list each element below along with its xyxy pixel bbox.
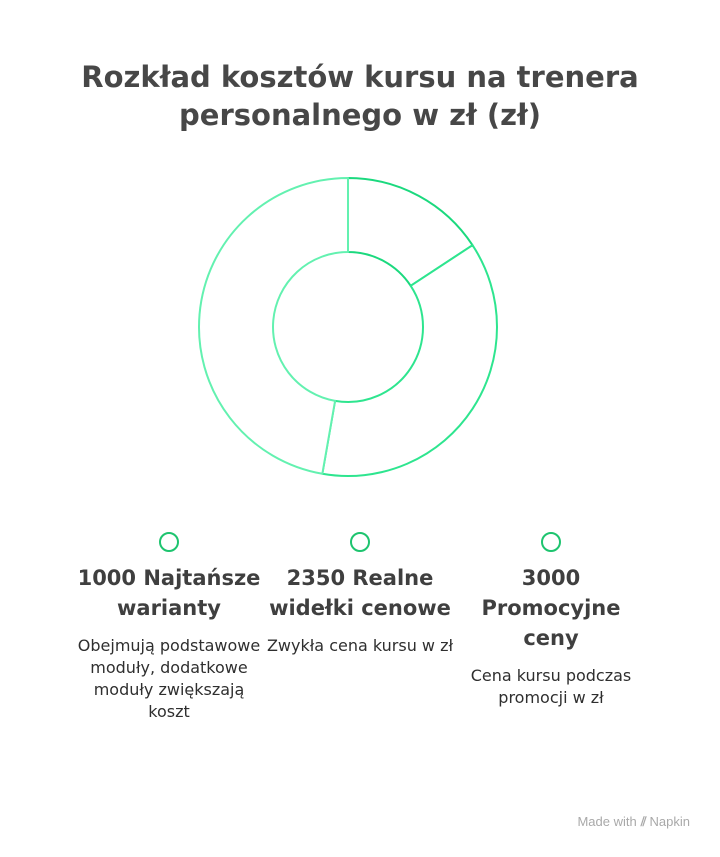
footer-brand: Napkin — [649, 814, 690, 829]
napkin-logo-icon: ⫽ — [640, 814, 647, 829]
donut-slice-3 — [199, 178, 348, 474]
legend-description: Cena kursu podczas promocji w zł — [470, 666, 632, 707]
legend-heading: 2350 Realne widełki cenowe — [269, 566, 451, 620]
footer-made-with: Made with — [577, 814, 637, 829]
legend-description: Zwykła cena kursu w zł — [266, 636, 454, 655]
made-with-napkin-footer — [577, 814, 690, 830]
circle-marker-icon — [541, 532, 561, 552]
legend-heading: 3000 Promocyjne ceny — [481, 566, 621, 650]
circle-marker-icon — [350, 532, 370, 552]
chart-title: Rozkład kosztów kursu na trenera personalnego w zł (zł) — [81, 60, 639, 132]
legend-item-promocyjne — [456, 530, 646, 709]
legend-heading: 1000 Najtańsze warianty — [77, 566, 261, 620]
legend-description: Obejmują podstawowe moduły, dodatkowe moduły zwiększają koszt — [77, 636, 261, 721]
legend-item-najtansze — [74, 530, 264, 723]
circle-marker-icon — [159, 532, 179, 552]
legend-item-realne — [265, 530, 455, 657]
